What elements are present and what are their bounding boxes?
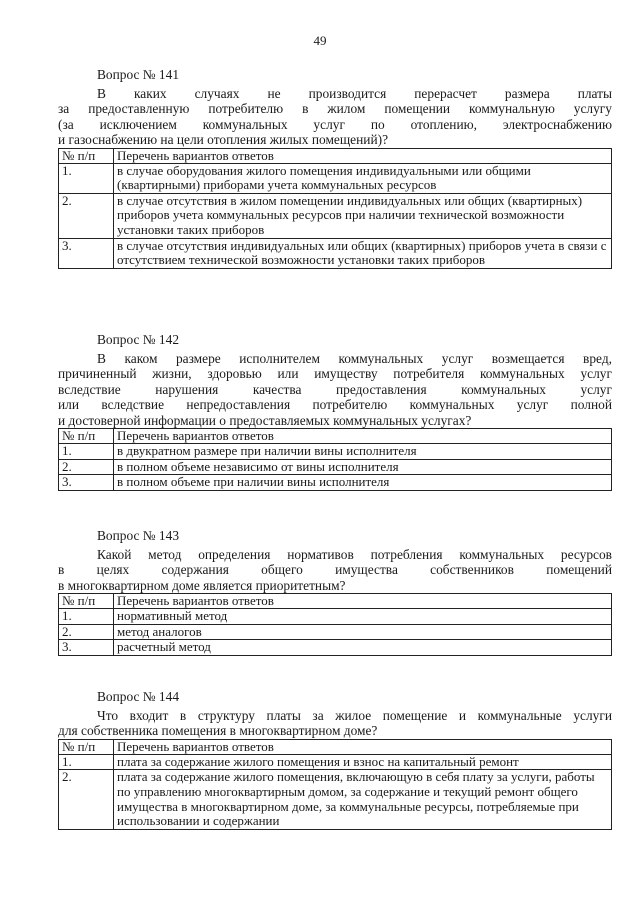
question-line: (за исключением коммунальных услуг по отоплению, электроснабжению bbox=[58, 116, 612, 132]
table-row bbox=[59, 193, 612, 238]
question-line: вследствие нарушения качества предоставления коммунальных услуг bbox=[58, 381, 612, 397]
question-title: Вопрос № 141 bbox=[97, 67, 180, 82]
table-header-row bbox=[59, 148, 612, 163]
question-141 bbox=[58, 67, 612, 269]
question-line: в многоквартирном доме является приоритетным? bbox=[58, 577, 346, 593]
question-line: для собственника помещения в многоквартирном доме? bbox=[58, 723, 378, 739]
question-line: в целях содержания общего имущества собственников помещений bbox=[58, 562, 612, 578]
answer-num: 3. bbox=[59, 238, 114, 268]
answer-text: в случае отсутствия в жилом помещении индивидуальных или общих (квартирных) приборов учета коммунальных ресурсов при наличии технической возможности установки таких приборов bbox=[114, 193, 612, 238]
answer-num: 1. bbox=[59, 609, 114, 625]
answer-num: 1. bbox=[59, 163, 114, 193]
question-line: причиненный жизни, здоровью или имуществу потребителя коммунальных услуг bbox=[58, 366, 612, 382]
answer-text: в случае отсутствия индивидуальных или общих (квартирных) приборов учета в связи с отсутствием технической возможности установки таких приборов bbox=[114, 238, 612, 268]
table-header-row bbox=[59, 739, 612, 754]
answer-num: 3. bbox=[59, 640, 114, 656]
answer-num: 2. bbox=[59, 624, 114, 640]
table-row bbox=[59, 238, 612, 268]
question-line: Какой метод определения нормативов потребления коммунальных ресурсов bbox=[97, 547, 612, 562]
answer-text: в случае оборудования жилого помещения индивидуальными или общими (квартирными) приборами учета коммунальных ресурсов bbox=[114, 163, 612, 193]
answer-num: 2. bbox=[59, 459, 114, 475]
question-text bbox=[58, 708, 612, 739]
answer-num: 2. bbox=[59, 770, 114, 829]
answer-text: метод аналогов bbox=[114, 624, 612, 640]
question-line: и газоснабжению на цели отопления жилых помещений)? bbox=[58, 132, 389, 148]
answer-text: плата за содержание жилого помещения, включающую в себя плату за услуги, работы по управлению многоквартирным домом, за содержание и текущий ремонт общего имущества в многоквартирном доме, за коммунальные ресурсы, потребляемые при использовании и содержании bbox=[114, 770, 612, 829]
table-header-row bbox=[59, 429, 612, 444]
table-row bbox=[59, 754, 612, 770]
answer-num: 2. bbox=[59, 193, 114, 238]
answers-table bbox=[58, 739, 612, 830]
question-line: или вследствие непредоставления потребителю коммунальных услуг полной bbox=[58, 397, 612, 413]
question-line: В каком размере исполнителем коммунальных услуг возмещается вред, bbox=[97, 351, 612, 366]
page-number: 49 bbox=[313, 33, 327, 48]
answers-table bbox=[58, 593, 612, 656]
header-num: № п/п bbox=[59, 148, 114, 163]
table-row bbox=[59, 609, 612, 625]
question-line: Что входит в структуру платы за жилое помещение и коммунальные услуги bbox=[97, 708, 612, 723]
question-142 bbox=[58, 332, 612, 491]
question-line: и достоверной информации о предоставляемых коммунальных услугах? bbox=[58, 412, 472, 428]
answers-table bbox=[58, 148, 612, 269]
question-text bbox=[58, 351, 612, 428]
question-line: В каких случаях не производится перерасчет размера платы bbox=[97, 86, 612, 101]
question-text bbox=[58, 547, 612, 593]
question-title: Вопрос № 143 bbox=[97, 528, 180, 543]
header-num: № п/п bbox=[59, 429, 114, 444]
answer-text: плата за содержание жилого помещения и взнос на капитальный ремонт bbox=[114, 754, 612, 770]
header-options: Перечень вариантов ответов bbox=[114, 739, 612, 754]
table-row bbox=[59, 640, 612, 656]
header-options: Перечень вариантов ответов bbox=[114, 594, 612, 609]
question-143 bbox=[58, 528, 612, 656]
question-title: Вопрос № 142 bbox=[97, 332, 180, 347]
answer-text: расчетный метод bbox=[114, 640, 612, 656]
table-row bbox=[59, 624, 612, 640]
answer-text: в двукратном размере при наличии вины исполнителя bbox=[114, 444, 612, 460]
answer-text: нормативный метод bbox=[114, 609, 612, 625]
answer-text: в полном объеме независимо от вины исполнителя bbox=[114, 459, 612, 475]
header-options: Перечень вариантов ответов bbox=[114, 148, 612, 163]
table-row bbox=[59, 770, 612, 829]
question-text bbox=[58, 86, 612, 148]
header-num: № п/п bbox=[59, 594, 114, 609]
header-options: Перечень вариантов ответов bbox=[114, 429, 612, 444]
table-row bbox=[59, 475, 612, 491]
table-row bbox=[59, 163, 612, 193]
table-row bbox=[59, 459, 612, 475]
header-num: № п/п bbox=[59, 739, 114, 754]
question-144 bbox=[58, 689, 612, 830]
answer-text: в полном объеме при наличии вины исполнителя bbox=[114, 475, 612, 491]
answer-num: 1. bbox=[59, 444, 114, 460]
answer-num: 1. bbox=[59, 754, 114, 770]
table-header-row bbox=[59, 594, 612, 609]
answers-table bbox=[58, 428, 612, 491]
answer-num: 3. bbox=[59, 475, 114, 491]
question-title: Вопрос № 144 bbox=[97, 689, 180, 704]
question-line: за предоставленную потребителю в жилом помещении коммунальную услугу bbox=[58, 101, 612, 117]
table-row bbox=[59, 444, 612, 460]
